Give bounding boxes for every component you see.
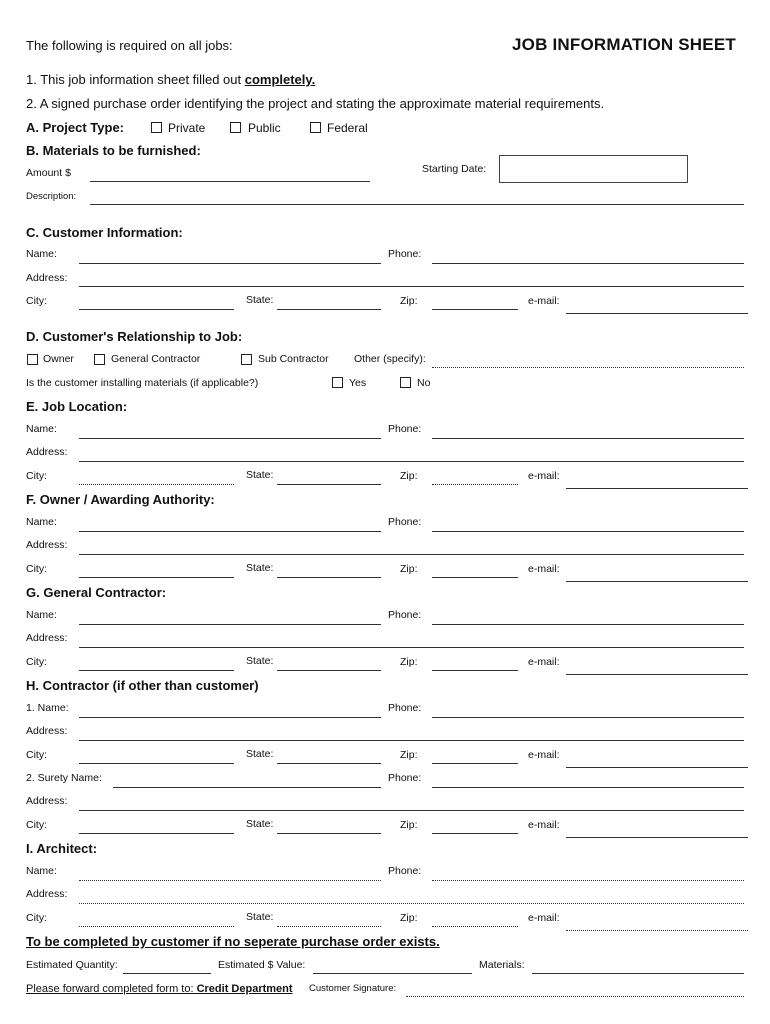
- installing-no-checkbox[interactable]: [400, 377, 411, 388]
- architect-phone-label: Phone:: [388, 865, 422, 877]
- credit-department: Credit Department: [196, 983, 293, 995]
- other-specify-label: Other (specify):: [354, 353, 426, 365]
- customer-state-label: State:: [246, 294, 274, 306]
- requirement-1: [26, 72, 315, 87]
- owner-checkbox[interactable]: [27, 354, 38, 365]
- job-address-label: Address:: [26, 446, 68, 458]
- job-email-field[interactable]: [566, 488, 748, 489]
- requirement-1-text: 1. This job information sheet filled out: [26, 72, 245, 87]
- owner-zip-label: Zip:: [400, 563, 418, 575]
- estimated-value-label: Estimated $ Value:: [218, 959, 306, 971]
- sub-contractor-checkbox[interactable]: [241, 354, 252, 365]
- surety-email-label: e-mail:: [528, 819, 560, 831]
- architect-zip-field[interactable]: [432, 926, 518, 927]
- gc-name-field[interactable]: [79, 624, 381, 625]
- general-contractor-checkbox[interactable]: [94, 354, 105, 365]
- owner-city-field[interactable]: [79, 577, 234, 578]
- starting-date-label: Starting Date:: [422, 163, 487, 175]
- contractor-email-label: e-mail:: [528, 749, 560, 761]
- gc-address-field[interactable]: [79, 647, 744, 648]
- installing-yes-label: Yes: [349, 377, 367, 389]
- gc-phone-field[interactable]: [432, 624, 744, 625]
- purchase-order-notice-text: To be completed by customer if no seperate purchase order exists.: [26, 934, 440, 949]
- estimated-quantity-label: Estimated Quantity:: [26, 959, 118, 971]
- architect-state-label: State:: [246, 911, 274, 923]
- owner-state-field[interactable]: [277, 577, 381, 578]
- job-name-field[interactable]: [79, 438, 381, 439]
- surety-phone-field[interactable]: [432, 787, 744, 788]
- architect-zip-label: Zip:: [400, 912, 418, 924]
- owner-heading: F. Owner / Awarding Authority:: [26, 492, 215, 507]
- contractor-state-field[interactable]: [277, 763, 381, 764]
- contractor-phone-field[interactable]: [432, 717, 744, 718]
- contractor-zip-label: Zip:: [400, 749, 418, 761]
- project-type-heading: A. Project Type:: [26, 120, 125, 135]
- job-name-label: Name:: [26, 423, 57, 435]
- materials-label: Materials:: [479, 959, 525, 971]
- installing-question: Is the customer installing materials (if applicable?): [26, 377, 259, 389]
- owner-phone-label: Phone:: [388, 516, 422, 528]
- forward-instructions: [26, 983, 293, 995]
- forward-prefix: Please forward completed form to:: [26, 983, 197, 995]
- surety-zip-label: Zip:: [400, 819, 418, 831]
- page-title: JOB INFORMATION SHEET: [512, 35, 736, 54]
- requirement-2: 2. A signed purchase order identifying the project and stating the approximate material requirements.: [26, 96, 605, 111]
- customer-email-field[interactable]: [566, 313, 748, 314]
- federal-label: Federal: [327, 121, 368, 135]
- contractor-city-field[interactable]: [79, 763, 234, 764]
- owner-email-field[interactable]: [566, 581, 748, 582]
- customer-city-label: City:: [26, 295, 47, 307]
- contractor-phone-label: Phone:: [388, 702, 422, 714]
- customer-zip-label: Zip:: [400, 295, 418, 307]
- contractor-city-label: City:: [26, 749, 47, 761]
- customer-heading: C. Customer Information:: [26, 225, 183, 240]
- private-label: Private: [168, 121, 206, 135]
- owner-address-field[interactable]: [79, 554, 744, 555]
- job-email-label: e-mail:: [528, 470, 560, 482]
- installing-no-label: No: [417, 377, 431, 389]
- job-state-label: State:: [246, 469, 274, 481]
- architect-name-field[interactable]: [79, 880, 381, 881]
- gc-name-label: Name:: [26, 609, 57, 621]
- general-contractor-heading: G. General Contractor:: [26, 585, 167, 600]
- gc-zip-label: Zip:: [400, 656, 418, 668]
- job-phone-field[interactable]: [432, 438, 744, 439]
- architect-address-label: Address:: [26, 888, 68, 900]
- customer-email-label: e-mail:: [528, 295, 560, 307]
- architect-city-field[interactable]: [79, 926, 234, 927]
- public-checkbox[interactable]: [230, 122, 241, 133]
- customer-phone-field[interactable]: [432, 263, 744, 264]
- architect-email-label: e-mail:: [528, 912, 560, 924]
- job-address-field[interactable]: [79, 461, 744, 462]
- gc-phone-label: Phone:: [388, 609, 422, 621]
- customer-address-label: Address:: [26, 272, 68, 284]
- other-specify-field[interactable]: [432, 367, 744, 368]
- description-field[interactable]: [90, 204, 744, 205]
- surety-name-label: 2. Surety Name:: [26, 772, 102, 784]
- architect-state-field[interactable]: [277, 926, 381, 927]
- contractor-name-field[interactable]: [79, 717, 381, 718]
- surety-city-field[interactable]: [79, 833, 234, 834]
- owner-name-field[interactable]: [79, 531, 381, 532]
- amount-field[interactable]: [90, 181, 370, 182]
- job-location-heading: E. Job Location:: [26, 399, 128, 414]
- contractor-zip-field[interactable]: [432, 763, 518, 764]
- contractor-heading: H. Contractor (if other than customer): [26, 678, 259, 693]
- owner-phone-field[interactable]: [432, 531, 744, 532]
- owner-label: Owner: [43, 353, 74, 365]
- architect-name-label: Name:: [26, 865, 57, 877]
- contractor-email-field[interactable]: [566, 767, 748, 768]
- materials-heading: B. Materials to be furnished:: [26, 143, 201, 158]
- architect-city-label: City:: [26, 912, 47, 924]
- gc-city-label: City:: [26, 656, 47, 668]
- contractor-address-label: Address:: [26, 725, 68, 737]
- owner-name-label: Name:: [26, 516, 57, 528]
- contractor-name-label: 1. Name:: [26, 702, 69, 714]
- surety-state-label: State:: [246, 818, 274, 830]
- gc-zip-field[interactable]: [432, 670, 518, 671]
- requirement-1-emphasis: completely.: [244, 72, 316, 87]
- surety-city-label: City:: [26, 819, 47, 831]
- customer-state-field[interactable]: [277, 309, 381, 310]
- customer-zip-field[interactable]: [432, 309, 518, 310]
- surety-name-field[interactable]: [113, 787, 381, 788]
- public-label: Public: [248, 121, 281, 135]
- gc-email-label: e-mail:: [528, 656, 560, 668]
- surety-address-field[interactable]: [79, 810, 744, 811]
- surety-zip-field[interactable]: [432, 833, 518, 834]
- federal-checkbox[interactable]: [310, 122, 321, 133]
- owner-city-label: City:: [26, 563, 47, 575]
- general-contractor-label: General Contractor: [111, 353, 201, 365]
- job-phone-label: Phone:: [388, 423, 422, 435]
- customer-name-label: Name:: [26, 248, 57, 260]
- customer-name-field[interactable]: [79, 263, 381, 264]
- owner-email-label: e-mail:: [528, 563, 560, 575]
- private-checkbox[interactable]: [151, 122, 162, 133]
- purchase-order-notice: [26, 934, 440, 949]
- amount-label: Amount $: [26, 167, 71, 179]
- gc-email-field[interactable]: [566, 674, 748, 675]
- contractor-address-field[interactable]: [79, 740, 744, 741]
- contractor-state-label: State:: [246, 748, 274, 760]
- relationship-heading: D. Customer's Relationship to Job:: [26, 329, 243, 344]
- sub-contractor-label: Sub Contractor: [258, 353, 329, 365]
- gc-state-label: State:: [246, 655, 274, 667]
- architect-phone-field[interactable]: [432, 880, 744, 881]
- customer-address-field[interactable]: [79, 286, 744, 287]
- job-zip-label: Zip:: [400, 470, 418, 482]
- gc-city-field[interactable]: [79, 670, 234, 671]
- description-label: Description:: [26, 191, 77, 202]
- starting-date-field[interactable]: [499, 155, 688, 183]
- customer-city-field[interactable]: [79, 309, 234, 310]
- job-city-field[interactable]: [79, 484, 234, 485]
- owner-zip-field[interactable]: [432, 577, 518, 578]
- customer-phone-label: Phone:: [388, 248, 422, 260]
- estimated-quantity-field[interactable]: [123, 973, 211, 974]
- surety-address-label: Address:: [26, 795, 68, 807]
- architect-heading: I. Architect:: [26, 841, 98, 856]
- architect-email-field[interactable]: [566, 930, 748, 931]
- surety-phone-label: Phone:: [388, 772, 422, 784]
- gc-address-label: Address:: [26, 632, 68, 644]
- installing-yes-checkbox[interactable]: [332, 377, 343, 388]
- job-zip-field[interactable]: [432, 484, 518, 485]
- intro-text: The following is required on all jobs:: [26, 38, 233, 53]
- customer-signature-label: Customer Signature:: [309, 983, 397, 994]
- customer-signature-field[interactable]: [406, 996, 744, 997]
- job-city-label: City:: [26, 470, 47, 482]
- owner-address-label: Address:: [26, 539, 68, 551]
- estimated-value-field[interactable]: [313, 973, 472, 974]
- job-state-field[interactable]: [277, 484, 381, 485]
- architect-address-field[interactable]: [79, 903, 744, 904]
- surety-state-field[interactable]: [277, 833, 381, 834]
- owner-state-label: State:: [246, 562, 274, 574]
- surety-email-field[interactable]: [566, 837, 748, 838]
- gc-state-field[interactable]: [277, 670, 381, 671]
- materials-field[interactable]: [532, 973, 744, 974]
